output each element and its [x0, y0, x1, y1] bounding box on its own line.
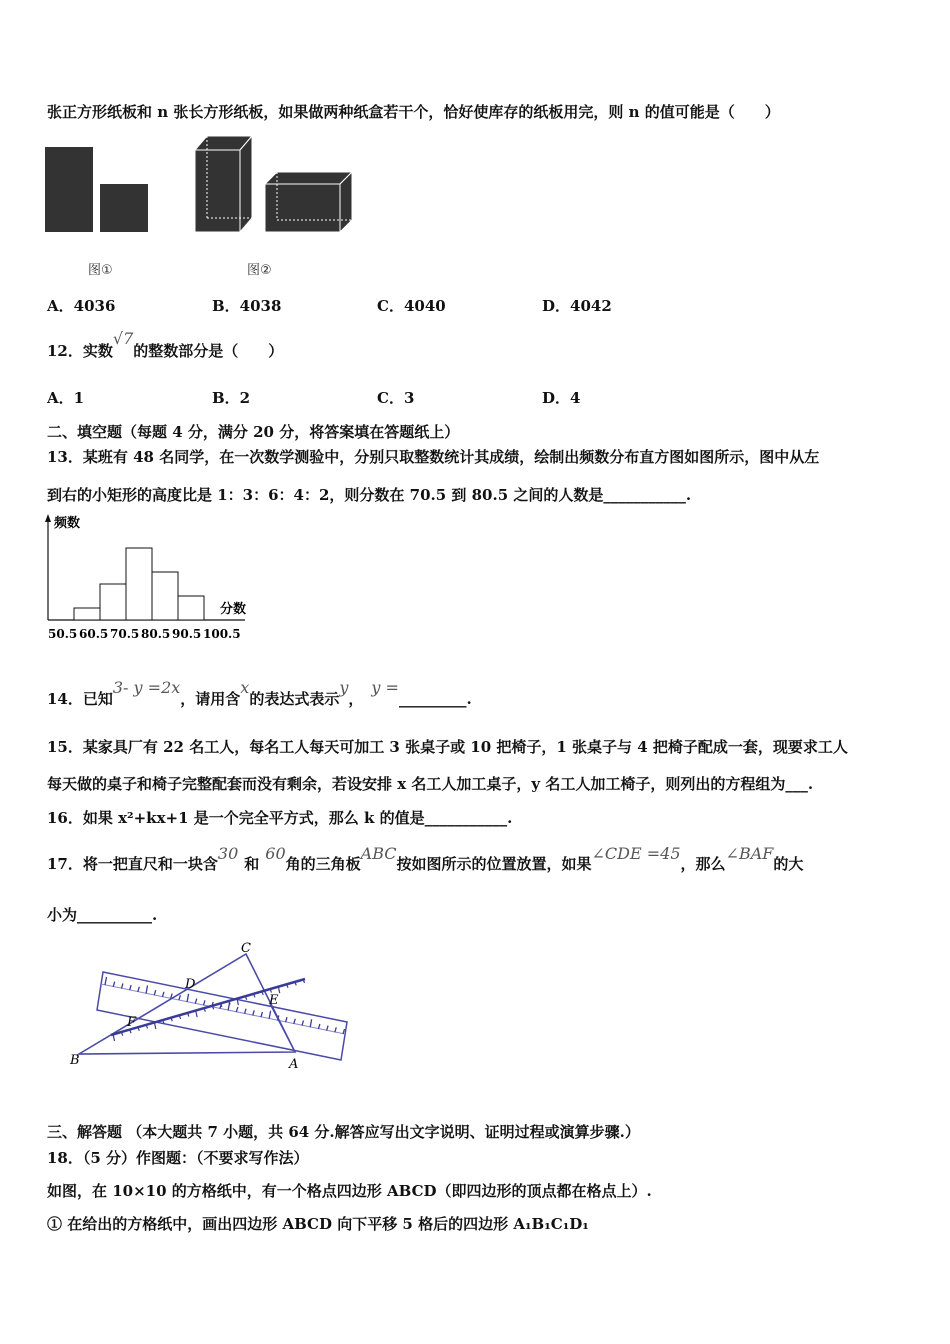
- y-axis-arrow: [45, 514, 51, 522]
- ruler-tick: [327, 1026, 329, 1031]
- q17-stem: [47, 843, 804, 873]
- q17-prefix: 17．将一把直尺和一块含: [47, 855, 218, 873]
- histogram-bar: [178, 596, 204, 620]
- q17-mid: 角的三角板: [285, 855, 361, 873]
- ruler-tick: [105, 977, 107, 985]
- q14-prefix: 14．已知: [47, 690, 113, 708]
- square-board: [45, 147, 93, 232]
- section-2-heading: 二、填空题（每题 4 分，满分 20 分，将答案填在答题纸上）: [47, 423, 460, 441]
- q12-option-c: C．3: [377, 389, 415, 407]
- q18-title: 18．（5 分）作图题：（不要求写作法）: [47, 1149, 309, 1167]
- x-tick-label: 100.5: [203, 627, 241, 641]
- ruler-tick: [236, 1007, 238, 1012]
- ruler-tick: [302, 1021, 304, 1026]
- ruler-tick: [146, 985, 148, 993]
- q11-option-b: B．4038: [212, 297, 282, 315]
- ruler-tick: [269, 1011, 271, 1019]
- ruler-tick: [261, 1012, 263, 1017]
- ruler-tick: [187, 994, 189, 1002]
- q11-option-d: D．4042: [542, 297, 612, 315]
- x-tick-label: 80.5: [141, 627, 171, 641]
- q14-stem: [47, 677, 472, 708]
- figure-1-caption: 图①: [88, 263, 113, 278]
- y-axis-label: 频数: [54, 516, 81, 531]
- q16-stem: 16．如果 x²+kx+1 是一个完全平方式，那么 k 的值是___________.: [47, 809, 513, 827]
- ruler-tick: [138, 987, 140, 992]
- q15-line-2: 每天做的桌子和椅子完整配套而没有剩余，若设安排 x 名工人加工桌子，y 名工人加工椅子，则列出的方程组为___.: [47, 775, 814, 793]
- ruler-tick: [310, 1019, 312, 1027]
- x-tick-label: 90.5: [172, 627, 202, 641]
- ruler-tick: [130, 985, 132, 990]
- q11-option-c: C．4040: [377, 297, 446, 315]
- ruler-tick: [245, 1009, 247, 1014]
- angle-baf: ∠BAF: [725, 844, 774, 863]
- q14-var-y: y: [339, 678, 349, 697]
- wide-box: [265, 172, 352, 232]
- q15-line-1: 15．某家具厂有 22 名工人，每名工人每天可加工 3 张桌子或 10 把椅子，1 张桌子与 4 把椅子配成一套，现要求工人: [47, 738, 848, 756]
- x-tick-label: 60.5: [79, 627, 109, 641]
- point-b: B: [70, 1053, 80, 1068]
- sqrt7-expression: √7: [112, 329, 134, 348]
- q12-suffix: 的整数部分是（ ）: [133, 342, 284, 360]
- ruler-tick: [121, 983, 123, 988]
- q11-stem: 张正方形纸板和 n 张长方形纸板，如果做两种纸盒若干个，恰好使库存的纸板用完，则 n 的值可能是（ ）: [47, 103, 780, 121]
- q17-mid2: 按如图所示的位置放置，如果: [396, 855, 592, 873]
- ruler-tick: [195, 999, 197, 1004]
- rect-board: [100, 184, 148, 232]
- q14-comma: ，: [348, 690, 364, 708]
- histogram-bar: [100, 584, 126, 620]
- triangle-abc: ABC: [360, 844, 397, 863]
- histogram-bar: [152, 572, 178, 620]
- q14-blank: _________.: [398, 690, 472, 708]
- angle-cde: ∠CDE =45: [591, 844, 681, 863]
- frequency-histogram: [40, 512, 270, 647]
- angle-60: 60: [265, 844, 286, 863]
- q13-line-2: 到右的小矩形的高度比是 1：3：6：4：2，则分数在 70.5 到 80.5 之间的人数是___________.: [47, 486, 692, 504]
- q12-stem: [47, 329, 284, 361]
- q14-mid2: 的表达式表示: [249, 690, 340, 708]
- q14-y-equals: y =: [371, 678, 399, 697]
- q14-var-x: x: [240, 678, 250, 697]
- q11-option-a: A．4036: [47, 297, 116, 315]
- ruler-tick: [318, 1024, 320, 1029]
- q17-suffix: 的大: [773, 855, 804, 873]
- ruler-tick: [286, 1017, 288, 1022]
- q14-equation: 3- y =2x: [112, 678, 181, 697]
- point-d: D: [185, 977, 196, 992]
- q17-and: 和: [244, 855, 260, 873]
- q13-line-1: 13．某班有 48 名同学，在一次数学测验中，分别只取整数统计其成绩，绘制出频数分布直方图如图所示，图中从左: [47, 448, 820, 466]
- angle-30: 30: [217, 844, 239, 863]
- point-e: E: [269, 993, 279, 1008]
- q17-mid3: ，那么: [680, 855, 726, 873]
- ruler-tick: [294, 1019, 296, 1024]
- q12-option-a: A．1: [47, 389, 85, 407]
- ruler-triangle-figure: [65, 940, 365, 1075]
- ruler-tick: [335, 1027, 337, 1032]
- q17-line-2: 小为__________.: [47, 906, 158, 924]
- point-c: C: [241, 941, 251, 956]
- histogram-bar: [74, 608, 100, 620]
- ruler-tick: [253, 1010, 255, 1015]
- ruler-tick: [203, 1000, 205, 1005]
- q18-line-1: 如图，在 10×10 的方格纸中，有一个格点四边形 ABCD（即四边形的顶点都在格点上）.: [47, 1182, 652, 1200]
- q12-option-d: D．4: [542, 389, 581, 407]
- x-axis-label: 分数: [220, 602, 247, 617]
- ruler-tick: [154, 990, 156, 995]
- ruler-tick: [343, 1029, 345, 1034]
- q18-line-2: ① 在给出的方格纸中，画出四边形 ABCD 向下平移 5 格后的四边形 A₁B₁C₁D₁: [47, 1215, 589, 1233]
- histogram-bar: [126, 548, 152, 620]
- q14-mid: ，请用含: [180, 690, 241, 708]
- ruler-tick: [179, 995, 181, 1000]
- q12-option-b: B．2: [212, 389, 251, 407]
- point-a: A: [289, 1057, 299, 1072]
- x-tick-label: 70.5: [110, 627, 140, 641]
- point-f: F: [127, 1015, 137, 1030]
- x-tick-label: 50.5: [48, 627, 78, 641]
- q12-prefix: 12．实数: [47, 342, 113, 360]
- q11-figure: [40, 130, 370, 280]
- section-3-heading: 三、解答题 （本大题共 7 小题，共 64 分.解答应写出文字说明、证明过程或演算步骤.）: [47, 1123, 640, 1141]
- ruler-tick: [113, 982, 115, 987]
- ruler-tick: [162, 992, 164, 997]
- figure-2-caption: 图②: [247, 263, 272, 278]
